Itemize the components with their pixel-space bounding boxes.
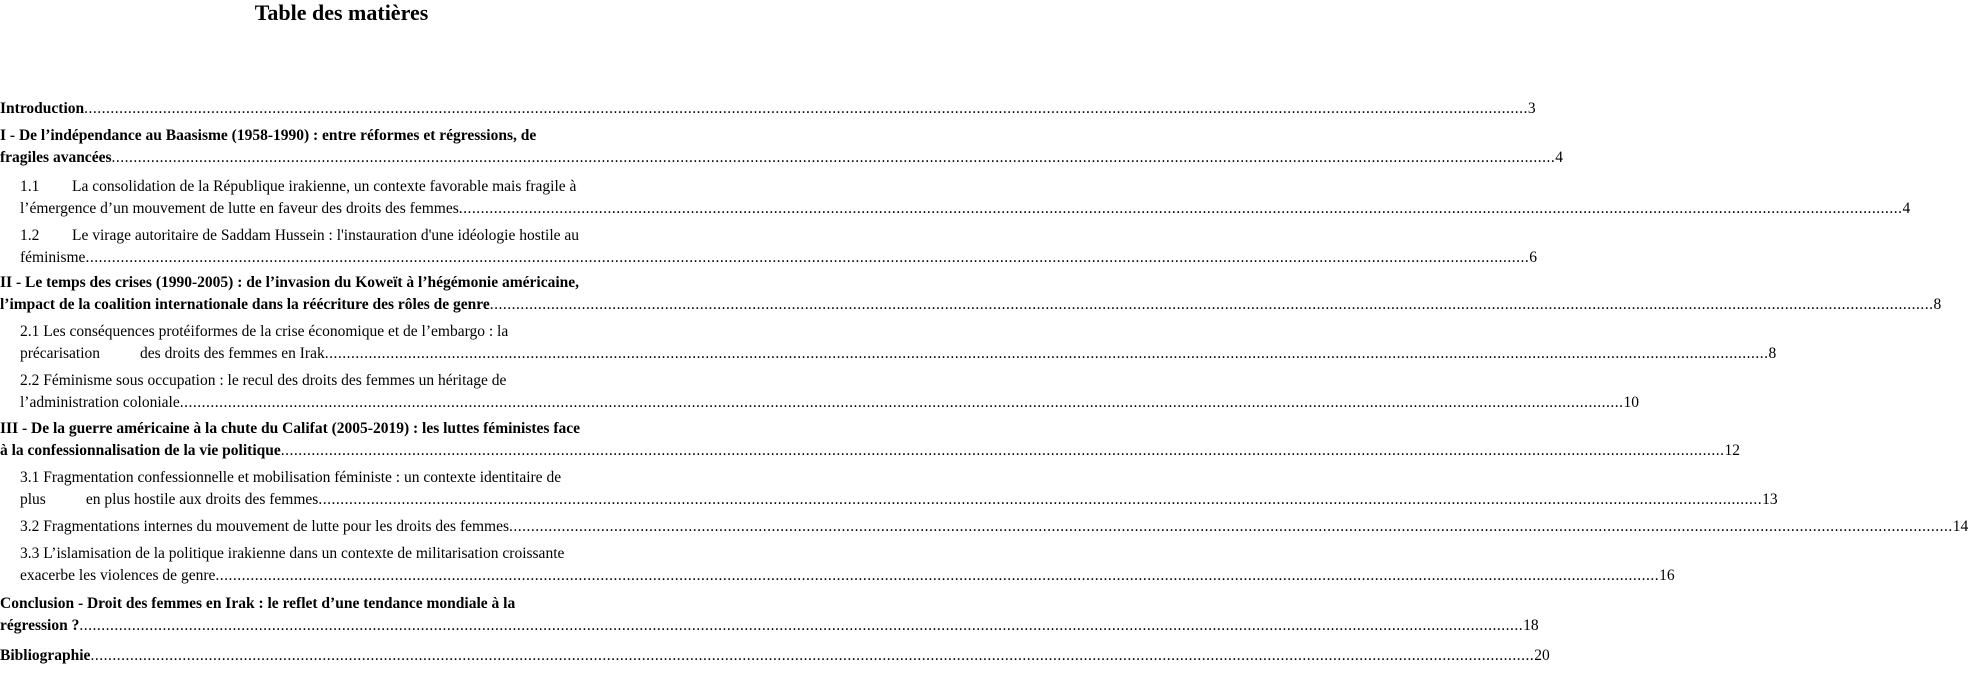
toc-leader-dots: .......................................................................................................................................................................................................................................................................................................................................... xyxy=(90,647,1535,664)
toc-entry-text: II - Le temps des crises (1990-2005) : de l’invasion du Koweït à l’hégémonie américaine, xyxy=(0,274,580,291)
toc-entry-conclusion[interactable] xyxy=(0,593,1539,637)
toc-entry-part-2[interactable] xyxy=(0,272,1942,316)
toc-entry-text: La consolidation de la République irakienne, un contexte favorable mais fragile à xyxy=(72,178,577,195)
toc-entry-text-cont xyxy=(20,343,325,365)
toc-page-number: 8 xyxy=(1768,345,1777,362)
toc-leader-dots: .......................................................................................................................................................................................................................................................................................................................................... xyxy=(458,200,1903,217)
toc-leader-dots: .......................................................................................................................................................................................................................................................................................................................................... xyxy=(85,249,1530,266)
toc-page-number: 20 xyxy=(1534,647,1550,664)
page-title: Table des matières xyxy=(254,0,429,25)
toc-entry-text: 3.2 Fragmentations internes du mouvement de lutte pour les droits des femmes xyxy=(20,518,510,535)
toc-leader-dots: .......................................................................................................................................................................................................................................................................................................................................... xyxy=(179,394,1624,411)
toc-page-number: 18 xyxy=(1523,617,1539,634)
toc-entry-text: III - De la guerre américaine à la chute du Califat (2005-2019) : les luttes féministes face xyxy=(0,420,580,437)
toc-entry-text: 2.1 Les conséquences protéiformes de la crise économique et de l’embargo : la xyxy=(20,323,509,340)
toc-entry-word: plus xyxy=(20,491,46,508)
toc-leader-dots: .......................................................................................................................................................................................................................................................................................................................................... xyxy=(111,149,1556,166)
toc-entry-3-3[interactable] xyxy=(20,543,1675,587)
toc-entry-text: Conclusion - Droit des femmes en Irak : le reflet d’une tendance mondiale à la xyxy=(0,595,516,612)
toc-entry-text-cont: exacerbe les violences de genre xyxy=(20,567,216,584)
toc-leader-dots: .......................................................................................................................................................................................................................................................................................................................................... xyxy=(84,100,1528,117)
toc-entry-word: des droits des femmes en Irak xyxy=(140,345,325,362)
toc-entry-1-2[interactable] xyxy=(20,225,1537,269)
toc-entry-text-cont xyxy=(20,489,318,511)
toc-entry-text-cont: l’impact de la coalition internationale dans la réécriture des rôles de genre xyxy=(0,296,490,313)
toc-leader-dots: .......................................................................................................................................................................................................................................................................................................................................... xyxy=(509,518,1953,535)
toc-entry-part-3[interactable] xyxy=(0,418,1741,462)
toc-leader-dots: .......................................................................................................................................................................................................................................................................................................................................... xyxy=(489,296,1934,313)
toc-page-number: 4 xyxy=(1555,149,1563,166)
toc-entry-text-cont: féminisme xyxy=(20,249,86,266)
toc-page-number: 3 xyxy=(1527,100,1536,117)
toc-page-number: 14 xyxy=(1952,518,1968,535)
toc-section-number: 1.1 xyxy=(20,178,40,195)
toc-page-number: 16 xyxy=(1659,567,1675,584)
toc-entry-word: en plus hostile aux droits des femmes xyxy=(85,491,319,508)
toc-entry-text-cont: régression ? xyxy=(0,617,80,634)
toc-entry-text: 2.2 Féminisme sous occupation : le recul des droits des femmes un héritage de xyxy=(20,372,507,389)
toc-entry-2-2[interactable] xyxy=(20,370,1639,414)
toc-page-number: 13 xyxy=(1762,491,1778,508)
toc-page-number: 8 xyxy=(1933,296,1942,313)
toc-entry-text-cont: l’émergence d’un mouvement de lutte en faveur des droits des femmes xyxy=(20,200,459,217)
toc-entry-text: I - De l’indépendance au Baasisme (1958-1990) : entre réformes et régressions, de xyxy=(0,127,537,144)
toc-page-number: 6 xyxy=(1529,249,1537,266)
toc-entry-2-1[interactable] xyxy=(20,321,1777,365)
toc-entry-3-2[interactable] xyxy=(20,516,1968,538)
toc-page-number: 12 xyxy=(1724,442,1741,459)
toc-leader-dots: .......................................................................................................................................................................................................................................................................................................................................... xyxy=(215,567,1660,584)
toc-entry-text-cont: l’administration coloniale xyxy=(20,394,180,411)
toc-leader-dots: .......................................................................................................................................................................................................................................................................................................................................... xyxy=(324,345,1769,362)
toc-entry-3-1[interactable] xyxy=(20,467,1778,511)
toc-entry-word: précarisation xyxy=(20,345,101,362)
toc-leader-dots: .......................................................................................................................................................................................................................................................................................................................................... xyxy=(318,491,1763,508)
toc-entry-text: Le virage autoritaire de Saddam Hussein : l'instauration d'une idéologie hostile au xyxy=(72,227,580,244)
toc-page-number: 10 xyxy=(1623,394,1639,411)
toc-page-number: 4 xyxy=(1902,200,1911,217)
toc-entry-1-1[interactable] xyxy=(20,176,1911,220)
toc-leader-dots: .......................................................................................................................................................................................................................................................................................................................................... xyxy=(280,442,1725,459)
toc-entry-introduction[interactable] xyxy=(0,98,1536,120)
toc-leader-dots: .......................................................................................................................................................................................................................................................................................................................................... xyxy=(79,617,1524,634)
toc-entry-text: Bibliographie xyxy=(0,647,91,664)
toc-entry-text: 3.3 L’islamisation de la politique irakienne dans un contexte de militarisation croissante xyxy=(20,545,565,562)
toc-entry-text-cont: à la confessionnalisation de la vie politique xyxy=(0,442,281,459)
toc-entry-part-1[interactable] xyxy=(0,125,1563,169)
toc-entry-text-cont: fragiles avancées xyxy=(0,149,112,166)
toc-section-number: 1.2 xyxy=(20,227,40,244)
toc-entry-text: Introduction xyxy=(0,100,85,117)
toc-entry-bibliographie[interactable] xyxy=(0,645,1550,667)
toc-entry-text: 3.1 Fragmentation confessionnelle et mobilisation féministe : un contexte identitaire de xyxy=(20,469,562,486)
